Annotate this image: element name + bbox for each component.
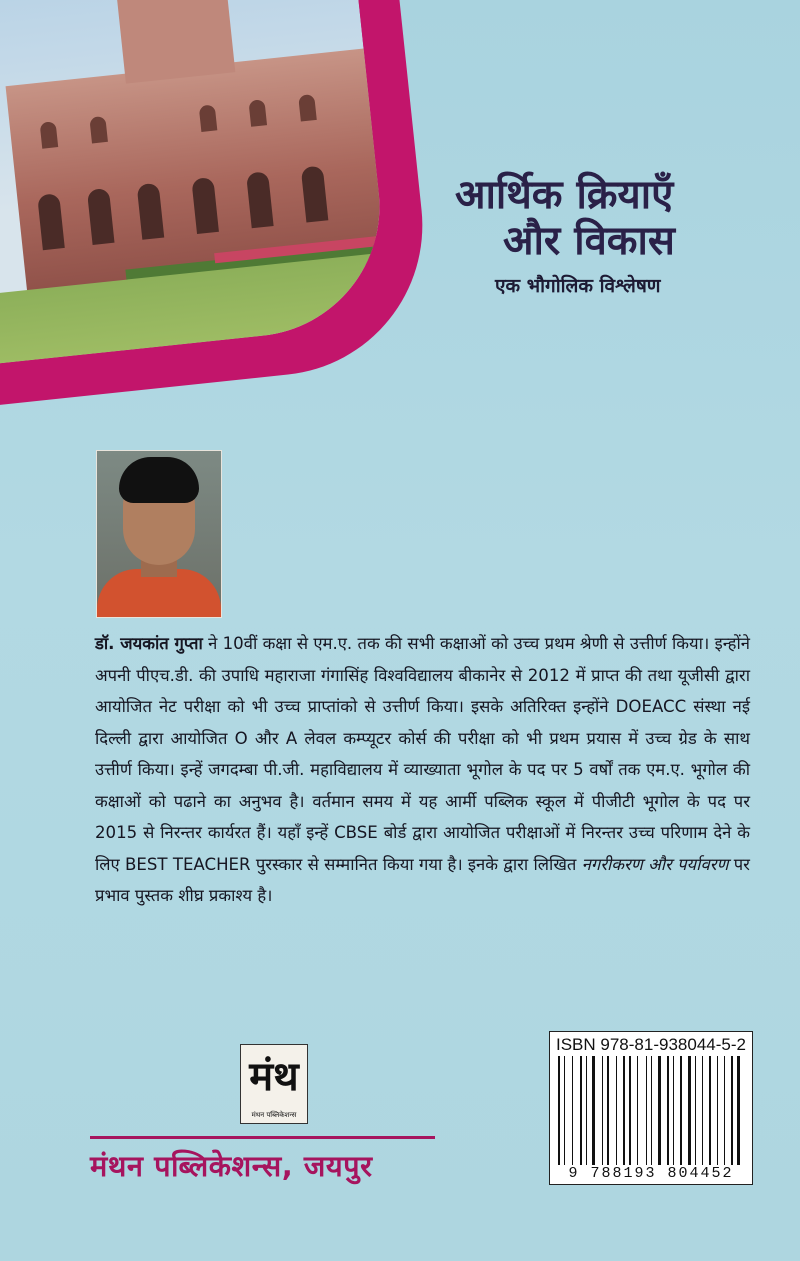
palace-image xyxy=(0,0,392,364)
author-name: डॉ. जयकांत गुप्ता xyxy=(95,634,203,653)
author-photo xyxy=(96,450,222,618)
publisher-logo xyxy=(240,1044,308,1124)
barcode-digits: 9 788193 804452 xyxy=(550,1165,752,1182)
logo-caption: मंथन पब्लिकेशन्स xyxy=(251,1111,297,1119)
book-subtitle: एक भौगोलिक विश्लेषण xyxy=(495,275,661,297)
barcode-bars xyxy=(558,1056,746,1168)
book-title-line1: आर्थिक क्रियाएँ xyxy=(455,172,674,218)
book-title-line2: और विकास xyxy=(503,218,675,264)
bio-text-part1: ने 10वीं कक्षा से एम.ए. तक की सभी कक्षाओं को उच्च प्रथम श्रेणी से उत्तीर्ण किया। इन्होंने अपनी पीएच.डी. की उपाधि महाराजा गंगासिंह विश्वविद्यालय बीकानेर से 2012 में प्राप्त की तथा यूजीसी द्वारा आयोजित नेट परीक्षा को भी उच्च प्राप्तांको से उत्तीर्ण किया। इसके अतिरिक्त इन्होंने DOEACC संस्था नई दिल्ली द्वारा आयोजित O और A लेवल कम्प्यूटर कोर्स की परीक्षा को भी प्रथम प्रयास में उच्च ग्रेड के साथ उत्तीर्ण किया। इन्हें जगदम्बा पी.जी. महाविद्यालय में व्याख्याता भूगोल के पद पर 5 वर्षों तक एम.ए. भूगोल की कक्षाओं को पढाने का अनुभव है। वर्तमान समय में यह आर्मी पब्लिक स्कूल में पीजीटी भूगोल के पद पर 2015 से निरन्तर कार्यरत हैं। यहाँ इन्हें CBSE बोर्ड द्वारा आयोजित परीक्षाओं में निरन्तर उच्च परिणाम देने के लिए BEST TEACHER पुरस्कार से सम्मानित किया गया है। इनके द्वारा लिखित xyxy=(95,634,750,874)
publisher-divider xyxy=(90,1136,435,1139)
publisher-name: मंथन पब्लिकेशन्स, जयपुर xyxy=(90,1149,373,1183)
logo-mark: मंथ xyxy=(249,1054,299,1100)
isbn-label: ISBN 978-81-938044-5-2 xyxy=(556,1035,746,1054)
author-bio xyxy=(95,628,750,912)
palace-photo xyxy=(0,0,410,380)
bio-text-part2: पर प्रभाव पुस्तक शीघ्र प्रकाश्य है। xyxy=(95,854,750,905)
forthcoming-book-title: नगरीकरण और पर्यावरण xyxy=(581,854,729,874)
title-block xyxy=(450,172,750,298)
isbn-barcode xyxy=(549,1031,753,1185)
